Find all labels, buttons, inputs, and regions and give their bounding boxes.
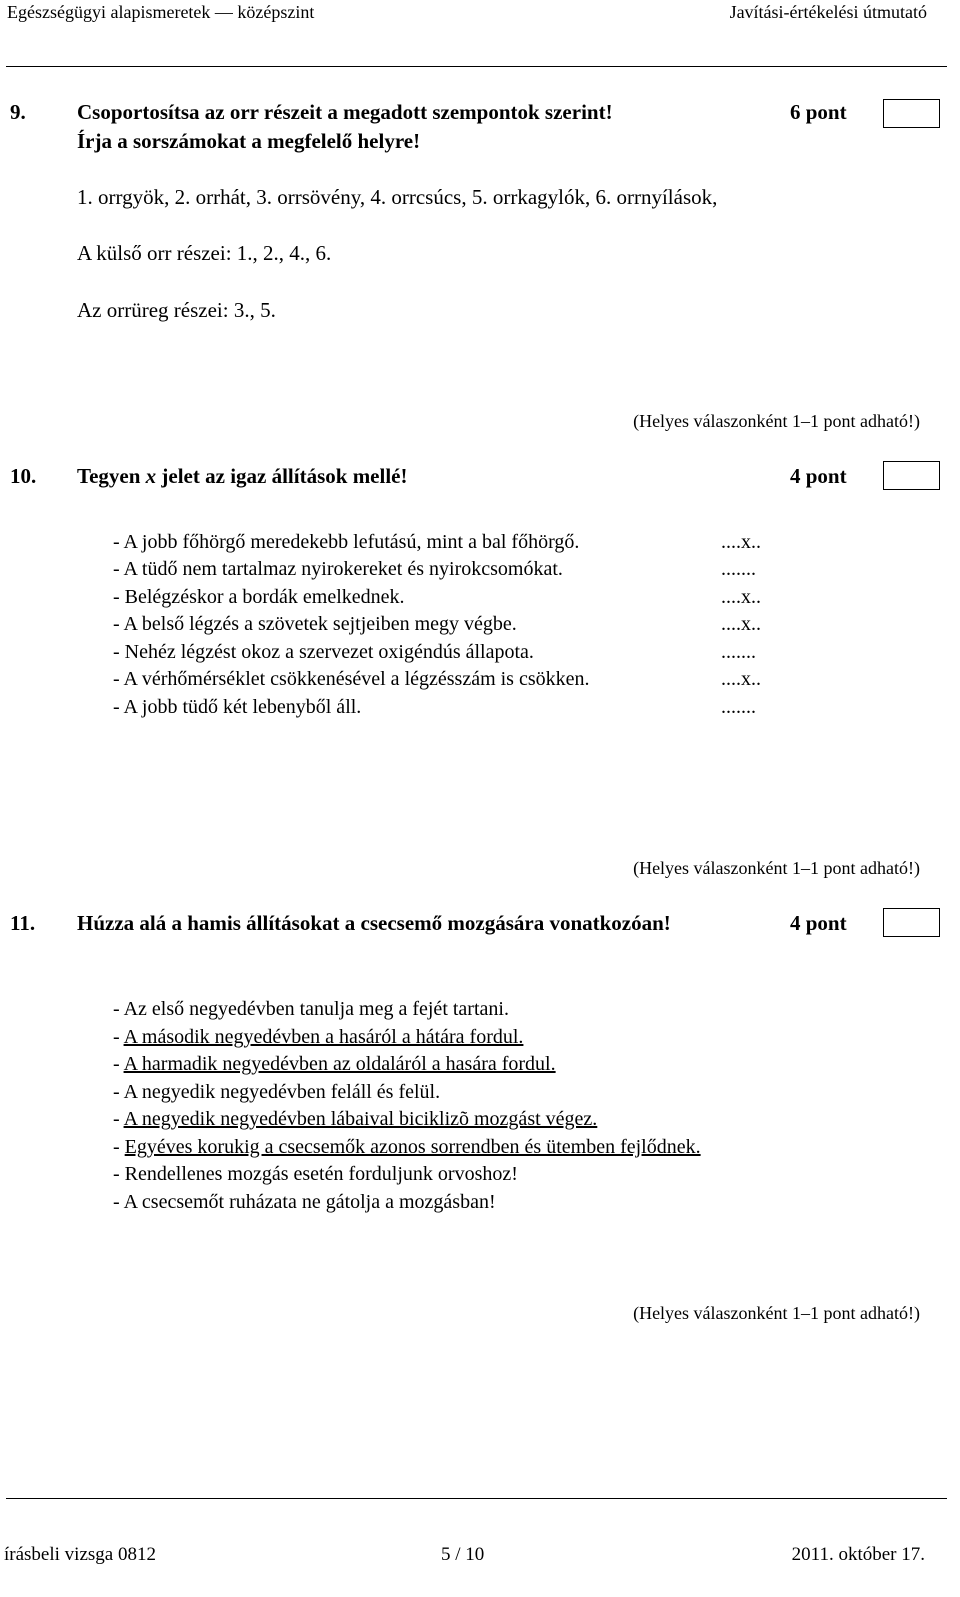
q9-scoring-note: (Helyes válaszonként 1–1 pont adható!) [633, 411, 920, 431]
q10-answer-mark: ....... [721, 641, 756, 663]
q9-list: 1. orrgyök, 2. orrhát, 3. orrsövény, 4. orrcsúcs, 5. orrkagylók, 6. orrnyílások, [77, 185, 718, 209]
q9-instruction-2: Írja a sorszámokat a megfelelő helyre! [77, 129, 421, 153]
q10-answer-mark: ....x.. [721, 531, 761, 553]
q9-group-nasal-cavity: Az orrüreg részei: 3., 5. [77, 298, 276, 322]
q10-answer-mark: ....x.. [721, 586, 761, 608]
footer-rule [6, 1498, 947, 1499]
header-rule [6, 66, 947, 67]
q10-answer-mark: ....... [721, 558, 756, 580]
q10-statement: - A belső légzés a szövetek sejtjeiben megy végbe. [113, 613, 517, 635]
q10-number: 10. [10, 464, 37, 488]
header-right: Javítási-értékelési útmutató [729, 2, 927, 22]
header-left: Egészségügyi alapismeretek — középszint [7, 2, 315, 22]
q10-instruction: Tegyen x jelet az igaz állítások mellé! [77, 464, 408, 488]
q11-number: 11. [10, 911, 36, 935]
q11-score-box[interactable] [883, 908, 940, 937]
q10-answer-mark: ....x.. [721, 613, 761, 635]
q9-group-outer-nose: A külső orr részei: 1., 2., 4., 6. [77, 241, 332, 265]
footer-left: írásbeli vizsga 0812 [4, 1544, 156, 1565]
q10-statement: - Nehéz légzést okoz a szervezet oxigéndús állapota. [113, 641, 534, 663]
q11-statement: - A csecsemőt ruházata ne gátolja a mozgásban! [113, 1191, 496, 1213]
q11-scoring-note: (Helyes válaszonként 1–1 pont adható!) [633, 1303, 920, 1323]
q9-points: 6 pont [790, 100, 847, 124]
q10-answer-mark: ....... [721, 696, 756, 718]
q10-statement: - Belégzéskor a bordák emelkednek. [113, 586, 405, 608]
q9-number: 9. [10, 100, 26, 124]
q10-points: 4 pont [790, 464, 847, 488]
q11-points: 4 pont [790, 911, 847, 935]
q10-score-box[interactable] [883, 461, 940, 490]
q11-statement: - Rendellenes mozgás esetén forduljunk orvoshoz! [113, 1163, 518, 1185]
q11-instruction: Húzza alá a hamis állításokat a csecsemő mozgására vonatkozóan! [77, 911, 671, 935]
q11-statement-false: - A harmadik negyedévben az oldaláról a hasára fordul. [113, 1053, 556, 1075]
footer-date: 2011. október 17. [791, 1544, 925, 1565]
q11-statement: - Az első negyedévben tanulja meg a fejét tartani. [113, 998, 509, 1020]
page-number: 5 / 10 [441, 1544, 485, 1565]
q10-statement: - A jobb főhörgő meredekebb lefutású, mint a bal főhörgő. [113, 531, 580, 553]
q9-instruction-1: Csoportosítsa az orr részeit a megadott szempontok szerint! [77, 100, 613, 124]
q11-statement-false: - A negyedik negyedévben lábaival biciklizõ mozgást végez. [113, 1108, 598, 1130]
q11-statement-false: - Egyéves korukig a csecsemők azonos sorrendben és ütemben fejlődnek. [113, 1136, 701, 1158]
q10-statement: - A jobb tüdő két lebenyből áll. [113, 696, 362, 718]
q10-statement: - A vérhőmérséklet csökkenésével a légzésszám is csökken. [113, 668, 590, 690]
q10-answer-mark: ....x.. [721, 668, 761, 690]
q10-statement: - A tüdő nem tartalmaz nyirokereket és nyirokcsomókat. [113, 558, 563, 580]
q11-statement-false: - A második negyedévben a hasáról a hátára fordul. [113, 1026, 524, 1048]
q10-scoring-note: (Helyes válaszonként 1–1 pont adható!) [633, 858, 920, 878]
q11-statement: - A negyedik negyedévben feláll és felül. [113, 1081, 441, 1103]
q9-score-box[interactable] [883, 99, 940, 128]
